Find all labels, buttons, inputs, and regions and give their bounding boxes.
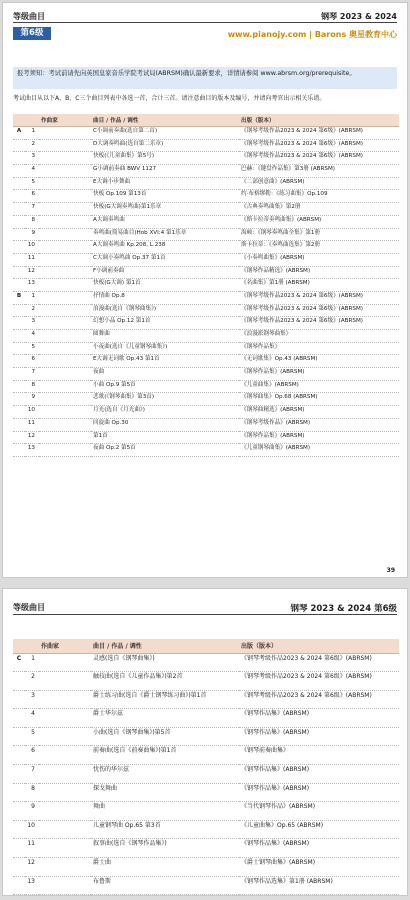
list-label-cell bbox=[13, 330, 25, 343]
list-label-cell bbox=[13, 876, 25, 895]
publisher-cell: 《小奏鸣曲集》(ABRSM) bbox=[239, 253, 399, 266]
composer-cell bbox=[39, 876, 91, 895]
table-row bbox=[13, 380, 399, 393]
item-number-cell: 8 bbox=[25, 215, 39, 228]
piece-title-cell: 回旋曲 Op.30 bbox=[91, 418, 239, 431]
piece-title-cell: G小调前奏曲 BWV 1127 bbox=[91, 165, 239, 178]
list-label-cell bbox=[13, 253, 25, 266]
piece-title-cell: 触技曲(选自《儿童作品集》)第2首 bbox=[91, 672, 239, 691]
publisher-cell: 《钢琴考级作品》(ABRSM) bbox=[239, 418, 399, 431]
list-label-cell bbox=[13, 368, 25, 381]
publisher-cell: 《钢琴曲集》Op.68 (ABRSM) bbox=[239, 393, 399, 406]
page-2 bbox=[2, 588, 408, 896]
item-number-cell: 12 bbox=[25, 431, 39, 444]
composer-cell bbox=[39, 266, 91, 279]
composer-cell bbox=[39, 709, 91, 728]
item-number-cell: 6 bbox=[25, 746, 39, 765]
table-row bbox=[13, 330, 399, 343]
list-label-cell bbox=[13, 139, 25, 152]
table-row bbox=[13, 291, 399, 304]
item-number-cell: 8 bbox=[25, 783, 39, 802]
list-label-cell bbox=[13, 802, 25, 821]
piece-title-cell: 奏鸣曲(简易曲目)Hob XVI:4 第1乐章 bbox=[91, 228, 239, 241]
composer-cell bbox=[39, 330, 91, 343]
composer-cell bbox=[39, 653, 91, 672]
piece-title-cell: 叙事曲(选自《钢琴作品集》) bbox=[91, 839, 239, 858]
item-number-cell: 5 bbox=[25, 342, 39, 355]
item-number-cell: 4 bbox=[25, 709, 39, 728]
publisher-cell: 《钢琴考级作品2023 & 2024 第6级》(ABRSM) bbox=[239, 152, 399, 165]
item-number-cell: 10 bbox=[25, 820, 39, 839]
composer-cell bbox=[39, 393, 91, 406]
item-number-cell: 3 bbox=[25, 152, 39, 165]
composer-cell bbox=[39, 839, 91, 858]
item-number-cell: 7 bbox=[25, 765, 39, 784]
table-row bbox=[13, 228, 399, 241]
list-label-cell: A bbox=[13, 127, 25, 140]
piece-title-cell: 小曲 Op.9 第5首 bbox=[91, 380, 239, 393]
publisher-cell: 《钢琴作品集》(ABRSM) bbox=[239, 839, 399, 858]
list-label-cell: B bbox=[13, 291, 25, 304]
publisher-cell: 《钢琴考级作品2023 & 2024 第6级》(ABRSM) bbox=[239, 317, 399, 330]
column-header: 曲目 / 作品 / 调性 bbox=[91, 114, 239, 127]
piece-title-cell: 悲歌(《钢琴曲集》第3首) bbox=[91, 393, 239, 406]
item-number-cell: 12 bbox=[25, 266, 39, 279]
list-label-cell bbox=[13, 820, 25, 839]
table-row bbox=[13, 709, 399, 728]
repertoire-table bbox=[13, 114, 399, 457]
list-label-cell bbox=[13, 431, 25, 444]
piece-title-cell: 圆舞曲 bbox=[91, 330, 239, 343]
piece-title-cell: 快板(《儿童曲集》第5号) bbox=[91, 152, 239, 165]
list-label-cell bbox=[13, 709, 25, 728]
composer-cell bbox=[39, 746, 91, 765]
list-label-cell bbox=[13, 279, 25, 292]
item-number-cell: 13 bbox=[25, 444, 39, 457]
table-row bbox=[13, 177, 399, 190]
column-header: 作曲家 bbox=[39, 639, 91, 653]
table-row bbox=[13, 690, 399, 709]
composer-cell bbox=[39, 279, 91, 292]
page-1 bbox=[2, 2, 408, 578]
notice-box: 报考须知：考试前请先向英国皇家音乐学院考试局(ABRSM)确认最新要求，详情请参阅 www.abrsm.org/prerequisite。 bbox=[13, 67, 397, 89]
publisher-cell: 《钢琴考级作品2023 & 2024 第6级》(ABRSM) bbox=[239, 127, 399, 140]
page-header bbox=[13, 9, 397, 23]
item-number-cell: 2 bbox=[25, 304, 39, 317]
table-row bbox=[13, 431, 399, 444]
header-left-text: 等级曲目 bbox=[13, 603, 45, 612]
composer-cell bbox=[39, 418, 91, 431]
table-row bbox=[13, 406, 399, 419]
list-label-cell bbox=[13, 858, 25, 877]
table-row bbox=[13, 253, 399, 266]
publisher-cell: 《钢琴作品集》(ABRSM) bbox=[239, 431, 399, 444]
table-row bbox=[13, 127, 399, 140]
composer-cell bbox=[39, 444, 91, 457]
composer-cell bbox=[39, 672, 91, 691]
item-number-cell: 2 bbox=[25, 672, 39, 691]
table-row bbox=[13, 783, 399, 802]
list-label-cell bbox=[13, 342, 25, 355]
composer-cell bbox=[39, 380, 91, 393]
table-row bbox=[13, 876, 399, 895]
piece-title-cell: 夜曲 Op.2 第5首 bbox=[91, 444, 239, 457]
publisher-cell: 《钢琴曲精选》(ABRSM) bbox=[239, 406, 399, 419]
piece-title-cell: 月光(选自《月光曲》) bbox=[91, 406, 239, 419]
piece-title-cell: 快板(G大调奏鸣曲)第1乐章 bbox=[91, 203, 239, 216]
list-label-cell bbox=[13, 266, 25, 279]
composer-cell bbox=[39, 431, 91, 444]
item-number-cell: 2 bbox=[25, 139, 39, 152]
publisher-cell: 《钢琴考级作品2023 & 2024 第6级》(ABRSM) bbox=[239, 291, 399, 304]
table-header-row bbox=[13, 114, 399, 127]
piece-title-cell: 幻想小品 Op.12 第1首 bbox=[91, 317, 239, 330]
list-label-cell bbox=[13, 203, 25, 216]
item-number-cell: 6 bbox=[25, 190, 39, 203]
publisher-cell: 斯卡拉蒂：《奏鸣曲选集》第2册 bbox=[239, 241, 399, 254]
composer-cell bbox=[39, 228, 91, 241]
composer-cell bbox=[39, 317, 91, 330]
list-label-cell bbox=[13, 177, 25, 190]
item-number-cell: 11 bbox=[25, 253, 39, 266]
composer-cell bbox=[39, 690, 91, 709]
composer-cell bbox=[39, 190, 91, 203]
item-number-cell: 13 bbox=[25, 279, 39, 292]
item-number-cell: 1 bbox=[25, 127, 39, 140]
composer-cell bbox=[39, 783, 91, 802]
table-row bbox=[13, 672, 399, 691]
table-header-row bbox=[13, 639, 399, 653]
piece-title-cell: 儿童钢琴曲 Op.65 第3首 bbox=[91, 820, 239, 839]
piece-title-cell: A大调奏鸣曲 Kp.208, L.238 bbox=[91, 241, 239, 254]
column-header bbox=[13, 639, 25, 653]
piece-title-cell: 小曲(选自《钢琴曲集》)第5首 bbox=[91, 727, 239, 746]
column-header bbox=[13, 114, 25, 127]
list-label-cell bbox=[13, 418, 25, 431]
composer-cell bbox=[39, 858, 91, 877]
list-label-cell bbox=[13, 690, 25, 709]
publisher-cell: 《钢琴考级作品2023 & 2024 第6级》(ABRSM) bbox=[239, 690, 399, 709]
list-label-cell bbox=[13, 839, 25, 858]
piece-title-cell: 爵士曲 bbox=[91, 858, 239, 877]
table-row bbox=[13, 279, 399, 292]
list-label-cell bbox=[13, 241, 25, 254]
item-number-cell: 4 bbox=[25, 330, 39, 343]
table-row bbox=[13, 653, 399, 672]
item-number-cell: 4 bbox=[25, 165, 39, 178]
publisher-cell: 《钢琴作品集》(ABRSM) bbox=[239, 368, 399, 381]
item-number-cell: 9 bbox=[25, 228, 39, 241]
composer-cell bbox=[39, 139, 91, 152]
list-label-cell bbox=[13, 783, 25, 802]
item-number-cell: 8 bbox=[25, 380, 39, 393]
table-row bbox=[13, 165, 399, 178]
table-row bbox=[13, 355, 399, 368]
table-row bbox=[13, 802, 399, 821]
list-label-cell bbox=[13, 393, 25, 406]
table-row bbox=[13, 266, 399, 279]
item-number-cell: 3 bbox=[25, 317, 39, 330]
table-row bbox=[13, 152, 399, 165]
item-number-cell: 1 bbox=[25, 653, 39, 672]
composer-cell bbox=[39, 253, 91, 266]
publisher-cell: 《钢琴作品集》 bbox=[239, 342, 399, 355]
composer-cell bbox=[39, 215, 91, 228]
item-number-cell: 7 bbox=[25, 368, 39, 381]
table-row bbox=[13, 241, 399, 254]
composer-cell bbox=[39, 820, 91, 839]
publisher-cell: 《斯卡拉蒂奏鸣曲集》(ABRSM) bbox=[239, 215, 399, 228]
publisher-cell: 《儿童曲集》Op.65 (ABRSM) bbox=[239, 820, 399, 839]
column-header bbox=[25, 639, 39, 653]
composer-cell bbox=[39, 765, 91, 784]
composer-cell bbox=[39, 727, 91, 746]
piece-title-cell: C大调小奏鸣曲 Op.37 第1首 bbox=[91, 253, 239, 266]
table-row bbox=[13, 839, 399, 858]
item-number-cell: 9 bbox=[25, 393, 39, 406]
publisher-cell: 《钢琴考级作品2023 & 2024 第6级》(ABRSM) bbox=[239, 672, 399, 691]
list-label-cell bbox=[13, 215, 25, 228]
piece-title-cell: 夜曲 bbox=[91, 368, 239, 381]
publisher-cell: 《钢琴考级作品2023 & 2024 第6级》(ABRSM) bbox=[239, 653, 399, 672]
composer-cell bbox=[39, 165, 91, 178]
publisher-cell: 《钢琴作品集》(ABRSM) bbox=[239, 765, 399, 784]
publisher-cell: 《无词歌集》Op.43 (ABRSM) bbox=[239, 355, 399, 368]
grade-label: 第6级 bbox=[13, 27, 51, 40]
table-row bbox=[13, 342, 399, 355]
website-link[interactable]: www.pianojy.com | Barons 奥星教育中心 bbox=[227, 30, 397, 39]
publisher-cell: 《钢琴作品集》(ABRSM) bbox=[239, 727, 399, 746]
piece-title-cell: 忧伤的华尔兹 bbox=[91, 765, 239, 784]
publisher-cell: 《古典奏鸣曲集》第2册 bbox=[239, 203, 399, 216]
repertoire-table bbox=[13, 639, 399, 895]
list-label-cell bbox=[13, 765, 25, 784]
composer-cell bbox=[39, 291, 91, 304]
piece-title-cell: E大调无词歌 Op.43 第1首 bbox=[91, 355, 239, 368]
list-label-cell bbox=[13, 746, 25, 765]
table-row bbox=[13, 215, 399, 228]
page-number: 39 bbox=[386, 567, 395, 574]
publisher-cell: 海顿：《钢琴奏鸣曲全集》第1册 bbox=[239, 228, 399, 241]
composer-cell bbox=[39, 802, 91, 821]
header-right-text: 钢琴 2023 & 2024 bbox=[321, 12, 397, 21]
table-row bbox=[13, 444, 399, 457]
header-right-text: 钢琴 2023 & 2024 第6级 bbox=[290, 604, 397, 614]
publisher-cell: 约·布格缪勒：《练习曲集》Op.109 bbox=[239, 190, 399, 203]
composer-cell bbox=[39, 304, 91, 317]
piece-title-cell: 浪漫曲(选自《钢琴曲集》) bbox=[91, 304, 239, 317]
item-number-cell: 1 bbox=[25, 291, 39, 304]
piece-title-cell: 爵士练习曲(选自《爵士钢琴练习曲》)第1首 bbox=[91, 690, 239, 709]
piece-title-cell: 第1首 bbox=[91, 431, 239, 444]
list-label-cell bbox=[13, 672, 25, 691]
item-number-cell: 5 bbox=[25, 727, 39, 746]
piece-title-cell: 布鲁斯 bbox=[91, 876, 239, 895]
list-label-cell bbox=[13, 190, 25, 203]
composer-cell bbox=[39, 203, 91, 216]
piece-title-cell: 灵感(选自《钢琴曲集》) bbox=[91, 653, 239, 672]
composer-cell bbox=[39, 342, 91, 355]
publisher-cell: 《名曲集》第1册 (ABRSM) bbox=[239, 279, 399, 292]
publisher-cell: 《钢琴作品精选》(ABRSM) bbox=[239, 266, 399, 279]
publisher-cell: 《二部创意曲》(ABRSM) bbox=[239, 177, 399, 190]
list-label-cell bbox=[13, 165, 25, 178]
piece-title-cell: C小调前奏曲(选自第二首) bbox=[91, 127, 239, 140]
list-label-cell bbox=[13, 304, 25, 317]
piece-title-cell: D大调奏鸣曲(选自第二乐章) bbox=[91, 139, 239, 152]
publisher-cell: 《钢琴作品集》(ABRSM) bbox=[239, 709, 399, 728]
piece-title-cell: 快板(G大调) 第1首 bbox=[91, 279, 239, 292]
composer-cell bbox=[39, 406, 91, 419]
column-header: 曲目 / 作品 / 调性 bbox=[91, 639, 239, 653]
item-number-cell: 6 bbox=[25, 355, 39, 368]
composer-cell bbox=[39, 241, 91, 254]
column-header: 出版（版本） bbox=[239, 114, 399, 127]
piece-title-cell: 小夜曲(选自《儿童钢琴曲集》) bbox=[91, 342, 239, 355]
publisher-cell: 《钢琴考级作品2023 & 2024 第6级》(ABRSM) bbox=[239, 304, 399, 317]
list-label-cell: C bbox=[13, 653, 25, 672]
table-row bbox=[13, 393, 399, 406]
publisher-cell: 《浪漫派钢琴曲集》 bbox=[239, 330, 399, 343]
table-row bbox=[13, 139, 399, 152]
table-row bbox=[13, 317, 399, 330]
publisher-cell: 《儿童曲集》(ABRSM) bbox=[239, 380, 399, 393]
column-header: 出版（版本） bbox=[239, 639, 399, 653]
publisher-cell: 《钢琴前奏曲集》 bbox=[239, 746, 399, 765]
piece-title-cell: 抒情曲 Op.8 bbox=[91, 291, 239, 304]
publisher-cell: 《钢琴作品选集》第1册 (ABRSM) bbox=[239, 876, 399, 895]
composer-cell bbox=[39, 368, 91, 381]
publisher-cell: 巴赫：《键盘作品集》第3册 (ABRSM) bbox=[239, 165, 399, 178]
table-row bbox=[13, 820, 399, 839]
list-label-cell bbox=[13, 228, 25, 241]
piece-title-cell: 舞曲 bbox=[91, 802, 239, 821]
item-number-cell: 10 bbox=[25, 241, 39, 254]
composer-cell bbox=[39, 152, 91, 165]
notice-text: 考试曲目从以下A、B、C三个曲目列表中各选一首，合计三首。请注意曲目的版本及编号，并请向考官出示相关乐谱。 bbox=[13, 95, 326, 102]
publisher-cell: 《钢琴考级作品2023 & 2024 第6级》(ABRSM) bbox=[239, 139, 399, 152]
list-label-cell bbox=[13, 152, 25, 165]
table-row bbox=[13, 304, 399, 317]
table-row bbox=[13, 190, 399, 203]
header-left-text: 等级曲目 bbox=[13, 12, 45, 21]
publisher-cell: 《当代钢琴作品》(ABRSM) bbox=[239, 802, 399, 821]
list-label-cell bbox=[13, 406, 25, 419]
list-label-cell bbox=[13, 317, 25, 330]
publisher-cell: 《儿童钢琴曲集》(ABRSM) bbox=[239, 444, 399, 457]
item-number-cell: 7 bbox=[25, 203, 39, 216]
item-number-cell: 10 bbox=[25, 406, 39, 419]
table-row bbox=[13, 418, 399, 431]
table-row bbox=[13, 858, 399, 877]
publisher-cell: 《钢琴作品集》(ABRSM) bbox=[239, 783, 399, 802]
column-header: 作曲家 bbox=[39, 114, 91, 127]
item-number-cell: 5 bbox=[25, 177, 39, 190]
composer-cell bbox=[39, 127, 91, 140]
piece-title-cell: F小调前奏曲 bbox=[91, 266, 239, 279]
list-label-cell bbox=[13, 355, 25, 368]
piece-title-cell: 探戈舞曲 bbox=[91, 783, 239, 802]
list-label-cell bbox=[13, 380, 25, 393]
piece-title-cell: 前奏曲(选自《前奏曲集》)第1首 bbox=[91, 746, 239, 765]
piece-title-cell: E大调小步舞曲 bbox=[91, 177, 239, 190]
item-number-cell: 12 bbox=[25, 858, 39, 877]
piece-title-cell: 爵士华尔兹 bbox=[91, 709, 239, 728]
table-row bbox=[13, 203, 399, 216]
item-number-cell: 11 bbox=[25, 839, 39, 858]
table-row bbox=[13, 765, 399, 784]
item-number-cell: 3 bbox=[25, 690, 39, 709]
page-header bbox=[13, 595, 397, 615]
item-number-cell: 9 bbox=[25, 802, 39, 821]
list-label-cell bbox=[13, 727, 25, 746]
item-number-cell: 13 bbox=[25, 876, 39, 895]
table-row bbox=[13, 368, 399, 381]
table-row bbox=[13, 746, 399, 765]
composer-cell bbox=[39, 355, 91, 368]
column-header bbox=[25, 114, 39, 127]
piece-title-cell: A大调奏鸣曲 bbox=[91, 215, 239, 228]
item-number-cell: 11 bbox=[25, 418, 39, 431]
piece-title-cell: 快板 Op.109 第13首 bbox=[91, 190, 239, 203]
list-label-cell bbox=[13, 444, 25, 457]
table-row bbox=[13, 727, 399, 746]
composer-cell bbox=[39, 177, 91, 190]
publisher-cell: 《爵士钢琴曲集》(ABRSM) bbox=[239, 858, 399, 877]
